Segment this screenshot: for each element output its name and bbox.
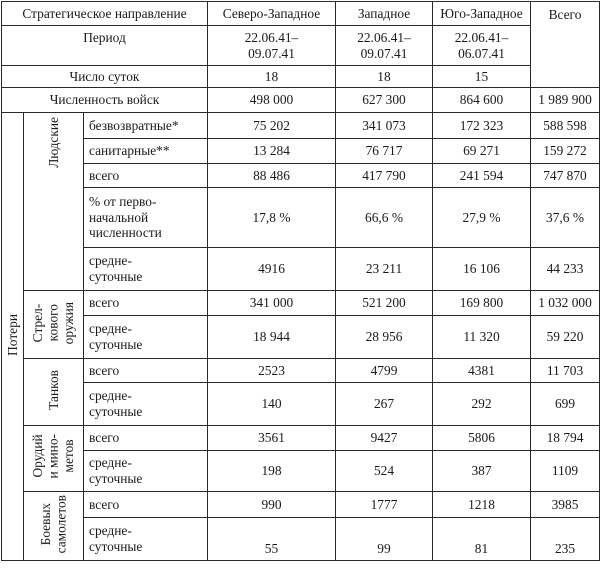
cell-value: 747 870 <box>531 164 600 188</box>
period-west: 22.06.41– 09.07.41 <box>336 26 433 66</box>
row-label: всего <box>84 426 208 451</box>
cell-value: 81 <box>433 518 531 561</box>
troops-total: 1 989 900 <box>531 88 600 113</box>
table-row <box>2 451 600 492</box>
days-west: 18 <box>336 66 433 88</box>
row-label: всего <box>84 492 208 518</box>
table-row <box>2 291 600 316</box>
cell-value: 417 790 <box>336 164 433 188</box>
losses-table <box>1 1 600 561</box>
cell-value: 16 106 <box>433 248 531 291</box>
cell-value: 241 594 <box>433 164 531 188</box>
table-row <box>2 359 600 383</box>
cell-value: 37,6 % <box>531 188 600 248</box>
cell-value: 341 073 <box>336 113 433 139</box>
cell-value: 1218 <box>433 492 531 518</box>
row-label: средне- суточные <box>84 451 208 492</box>
period-row <box>2 26 600 66</box>
cell-value: 27,9 % <box>433 188 531 248</box>
aircraft-group-label: Боевых самолетов <box>24 492 84 561</box>
row-label: всего <box>84 164 208 188</box>
col-header-total: Всего <box>531 2 600 88</box>
cell-value: 23 211 <box>336 248 433 291</box>
cell-value: 18 944 <box>208 316 336 359</box>
cell-value: 99 <box>336 518 433 561</box>
cell-value: 267 <box>336 383 433 426</box>
row-label: средне- суточные <box>84 518 208 561</box>
cell-value: 140 <box>208 383 336 426</box>
row-label: всего <box>84 359 208 383</box>
table-row <box>2 248 600 291</box>
cell-value: 44 233 <box>531 248 600 291</box>
cell-value: 235 <box>531 518 600 561</box>
cell-value: 9427 <box>336 426 433 451</box>
losses-label: Потери <box>2 113 24 561</box>
period-southwest: 22.06.41– 06.07.41 <box>433 26 531 66</box>
cell-value: 28 956 <box>336 316 433 359</box>
cell-value: 990 <box>208 492 336 518</box>
row-label: санитарные** <box>84 139 208 164</box>
table-row <box>2 139 600 164</box>
cell-value: 3985 <box>531 492 600 518</box>
cell-value: 17,8 % <box>208 188 336 248</box>
cell-value: 66,6 % <box>336 188 433 248</box>
cell-value: 4799 <box>336 359 433 383</box>
cell-value: 172 323 <box>433 113 531 139</box>
table-row <box>2 426 600 451</box>
table-row <box>2 518 600 561</box>
cell-value: 198 <box>208 451 336 492</box>
days-northwest: 18 <box>208 66 336 88</box>
cell-value: 699 <box>531 383 600 426</box>
cell-value: 588 598 <box>531 113 600 139</box>
table-row <box>2 113 600 139</box>
guns-group-label: Орудий и мино- метов <box>24 426 84 492</box>
cell-value: 292 <box>433 383 531 426</box>
col-header-west: Западное <box>336 2 433 26</box>
troops-west: 627 300 <box>336 88 433 113</box>
cell-value: 75 202 <box>208 113 336 139</box>
cell-value: 5806 <box>433 426 531 451</box>
troops-southwest: 864 600 <box>433 88 531 113</box>
cell-value: 159 272 <box>531 139 600 164</box>
cell-value: 11 320 <box>433 316 531 359</box>
cell-value: 1109 <box>531 451 600 492</box>
tanks-group-label: Танков <box>24 359 84 426</box>
cell-value: 169 800 <box>433 291 531 316</box>
troops-northwest: 498 000 <box>208 88 336 113</box>
direction-header: Стратегическое направление <box>2 2 208 26</box>
troops-row <box>2 88 600 113</box>
row-label: средне- суточные <box>84 383 208 426</box>
cell-value: 4381 <box>433 359 531 383</box>
days-row <box>2 66 600 88</box>
days-southwest: 15 <box>433 66 531 88</box>
cell-value: 2523 <box>208 359 336 383</box>
cell-value: 4916 <box>208 248 336 291</box>
cell-value: 1 032 000 <box>531 291 600 316</box>
table-row <box>2 188 600 248</box>
cell-value: 387 <box>433 451 531 492</box>
period-northwest: 22.06.41– 09.07.41 <box>208 26 336 66</box>
period-label: Период <box>2 26 208 66</box>
small-arms-group-label: Стрел- кового оружия <box>24 291 84 359</box>
row-label: средне- суточные <box>84 316 208 359</box>
cell-value: 13 284 <box>208 139 336 164</box>
col-header-northwest: Северо-Западное <box>208 2 336 26</box>
cell-value: 69 271 <box>433 139 531 164</box>
row-label: % от перво- начальной численности <box>84 188 208 248</box>
col-header-southwest: Юго-Западное <box>433 2 531 26</box>
days-label: Число суток <box>2 66 208 88</box>
table-row <box>2 164 600 188</box>
cell-value: 341 000 <box>208 291 336 316</box>
people-group-label: Людские <box>24 113 84 291</box>
cell-value: 3561 <box>208 426 336 451</box>
cell-value: 1777 <box>336 492 433 518</box>
row-label: средне- суточные <box>84 248 208 291</box>
cell-value: 76 717 <box>336 139 433 164</box>
cell-value: 521 200 <box>336 291 433 316</box>
troops-label: Численность войск <box>2 88 208 113</box>
cell-value: 18 794 <box>531 426 600 451</box>
header-row <box>2 2 600 26</box>
cell-value: 59 220 <box>531 316 600 359</box>
cell-value: 88 486 <box>208 164 336 188</box>
cell-value: 11 703 <box>531 359 600 383</box>
row-label: безвозвратные* <box>84 113 208 139</box>
cell-value: 55 <box>208 518 336 561</box>
cell-value: 524 <box>336 451 433 492</box>
table-row <box>2 316 600 359</box>
row-label: всего <box>84 291 208 316</box>
table-row <box>2 383 600 426</box>
table-row <box>2 492 600 518</box>
